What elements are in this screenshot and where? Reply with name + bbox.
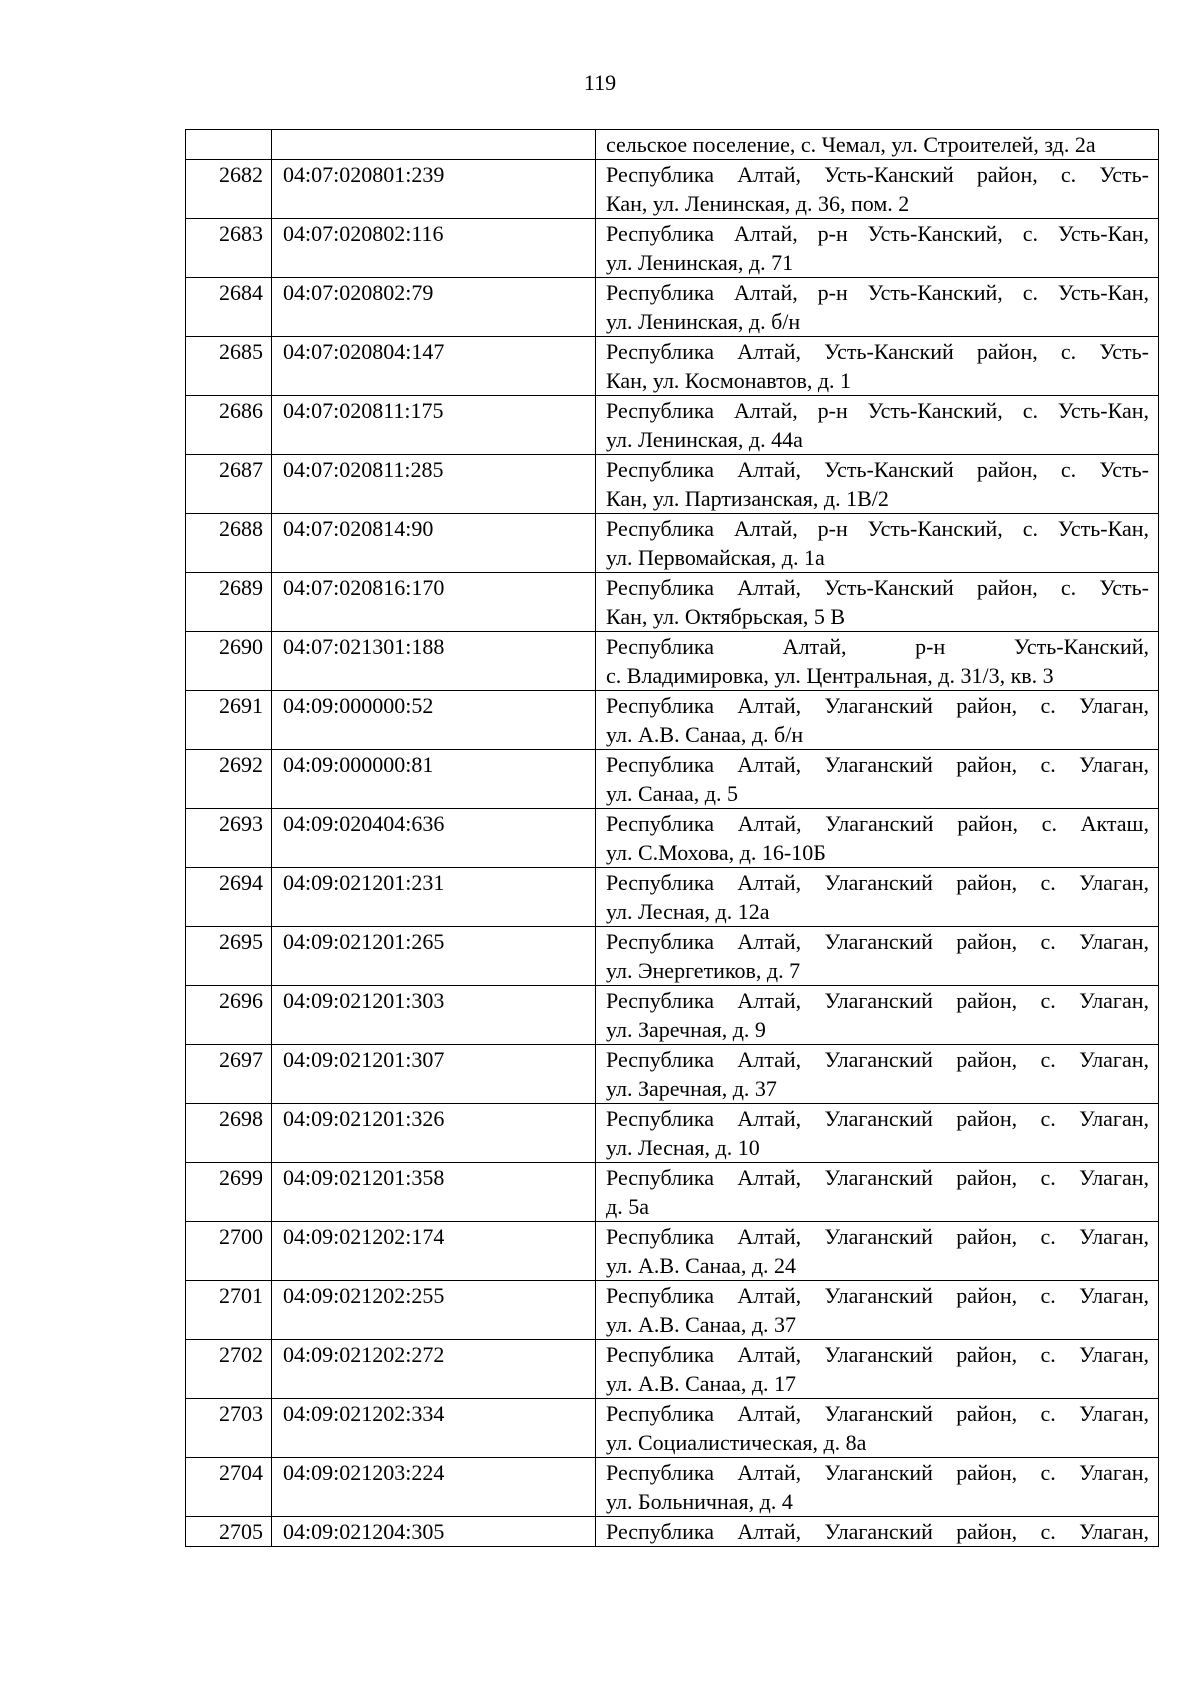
cadastral-number-cell: 04:09:021201:265 (272, 927, 596, 986)
address-line-2: ул. Заречная, д. 9 (606, 1017, 766, 1042)
address-line-2: ул. Ленинская, д. 44а (606, 427, 803, 452)
address-line-1: Республика Алтай, Улаганский район, с. Улаган, (606, 1283, 1149, 1308)
address-cell (596, 396, 1159, 455)
page-number: 119 (583, 70, 617, 95)
row-number-cell: 2702 (186, 1340, 272, 1399)
cadastral-number-cell: 04:07:021301:188 (272, 632, 596, 691)
address-cell (596, 986, 1159, 1045)
address-line-1: Республика Алтай, Улаганский район, с. Улаган, (606, 870, 1149, 895)
address-cell (596, 1163, 1159, 1222)
address-line-1: Республика Алтай, Улаганский район, с. Улаган, (606, 1165, 1149, 1190)
table-row (186, 396, 1159, 455)
address-line-2: ул. Энергетиков, д. 7 (606, 958, 801, 983)
row-number-cell: 2687 (186, 455, 272, 514)
address-line-1: Республика Алтай, р-н Усть-Канский, с. Усть-Кан, (606, 398, 1149, 423)
address-cell (596, 927, 1159, 986)
address-line-1: Республика Алтай, Усть-Канский район, с. Усть- (606, 457, 1149, 482)
table-row (186, 809, 1159, 868)
table-body (186, 130, 1159, 1547)
address-cell: сельское поселение, с. Чемал, ул. Строителей, зд. 2а (596, 130, 1159, 160)
address-line-1: Республика Алтай, Улаганский район, с. Улаган, (606, 752, 1149, 777)
address-line-2: ул. Лесная, д. 12а (606, 899, 770, 924)
address-line-1: Республика Алтай, Улаганский район, с. Улаган, (606, 1342, 1149, 1367)
table-row (186, 1458, 1159, 1517)
row-number-cell: 2701 (186, 1281, 272, 1340)
cadastral-number-cell: 04:09:021202:174 (272, 1222, 596, 1281)
address-line-2: ул. Ленинская, д. 71 (606, 250, 794, 275)
address-cell (596, 514, 1159, 573)
address-cell (596, 337, 1159, 396)
cadastral-number-cell: 04:09:020404:636 (272, 809, 596, 868)
cadastral-number-cell: 04:09:000000:52 (272, 691, 596, 750)
address-line-2: ул. А.В. Санаа, д. б/н (606, 722, 804, 747)
address-cell (596, 691, 1159, 750)
table-row (186, 573, 1159, 632)
table-row (186, 691, 1159, 750)
address-line-1: Республика Алтай, р-н Усть-Канский, (606, 634, 1149, 659)
row-number-cell: 2692 (186, 750, 272, 809)
cadastral-number-cell: 04:09:021202:272 (272, 1340, 596, 1399)
address-line-1: Республика Алтай, Улаганский район, с. Улаган, (606, 929, 1149, 954)
address-cell (596, 455, 1159, 514)
table-row-continuation (186, 130, 1159, 160)
cadastral-number-cell: 04:09:021201:358 (272, 1163, 596, 1222)
row-number-cell: 2682 (186, 160, 272, 219)
address-line-1: Республика Алтай, р-н Усть-Канский, с. Усть-Кан, (606, 516, 1149, 541)
row-number-cell: 2697 (186, 1045, 272, 1104)
table-row (186, 1340, 1159, 1399)
address-line-2: Кан, ул. Ленинская, д. 36, пом. 2 (606, 191, 910, 216)
cadastral-number-cell: 04:07:020801:239 (272, 160, 596, 219)
address-line-2: ул. А.В. Санаа, д. 24 (606, 1253, 797, 1278)
cadastral-number-cell: 04:07:020811:175 (272, 396, 596, 455)
row-number-cell: 2704 (186, 1458, 272, 1517)
table-row (186, 986, 1159, 1045)
address-line-2: ул. А.В. Санаа, д. 17 (606, 1371, 797, 1396)
row-number-cell: 2703 (186, 1399, 272, 1458)
address-line-2: Кан, ул. Партизанская, д. 1В/2 (606, 486, 889, 511)
row-number-cell: 2685 (186, 337, 272, 396)
address-line-1: Республика Алтай, Усть-Канский район, с. Усть- (606, 575, 1149, 600)
table-row (186, 278, 1159, 337)
table-row (186, 1222, 1159, 1281)
address-line-2: Кан, ул. Октябрьская, 5 В (606, 604, 846, 629)
address-line-1: Республика Алтай, Улаганский район, с. Улаган, (606, 1047, 1149, 1072)
cadastral-number-cell: 04:09:021202:334 (272, 1399, 596, 1458)
address-line-1: Республика Алтай, Улаганский район, с. Акташ, (606, 811, 1149, 836)
address-line-2: ул. Санаа, д. 5 (606, 781, 738, 806)
address-cell (596, 160, 1159, 219)
address-cell (596, 219, 1159, 278)
address-line-2: ул. А.В. Санаа, д. 37 (606, 1312, 797, 1337)
address-cell (596, 573, 1159, 632)
row-number-cell: 2690 (186, 632, 272, 691)
property-registry-table (185, 129, 1159, 1547)
cadastral-number-cell: 04:09:021202:255 (272, 1281, 596, 1340)
address-line-1: Республика Алтай, р-н Усть-Канский, с. Усть-Кан, (606, 280, 1149, 305)
address-line-1: Республика Алтай, р-н Усть-Канский, с. Усть-Кан, (606, 221, 1149, 246)
address-cell (596, 1045, 1159, 1104)
cadastral-number-cell: 04:07:020814:90 (272, 514, 596, 573)
address-line-1: Республика Алтай, Улаганский район, с. Улаган, (606, 988, 1149, 1013)
address-line-2: ул. Лесная, д. 10 (606, 1135, 760, 1160)
address-line-2: ул. Ленинская, д. б/н (606, 309, 801, 334)
table-row (186, 1163, 1159, 1222)
table-row (186, 337, 1159, 396)
cadastral-number-cell: 04:09:021201:326 (272, 1104, 596, 1163)
row-number-cell: 2695 (186, 927, 272, 986)
table-row (186, 160, 1159, 219)
table-row (186, 514, 1159, 573)
row-number-cell: 2705 (186, 1517, 272, 1547)
row-number-cell: 2683 (186, 219, 272, 278)
table-row (186, 750, 1159, 809)
address-cell (596, 278, 1159, 337)
address-line-2: ул. Социалистическая, д. 8а (606, 1430, 867, 1455)
table-row (186, 1104, 1159, 1163)
address-line-2: ул. Больничная, д. 4 (606, 1489, 793, 1514)
row-number-cell: 2698 (186, 1104, 272, 1163)
address-cell (596, 1399, 1159, 1458)
address-cell (596, 1340, 1159, 1399)
table-row (186, 219, 1159, 278)
address-cell (596, 750, 1159, 809)
row-number-cell: 2694 (186, 868, 272, 927)
address-cell (596, 1104, 1159, 1163)
table-row-last (186, 1517, 1159, 1547)
cadastral-number-cell: 04:09:021203:224 (272, 1458, 596, 1517)
cadastral-number-cell: 04:07:020816:170 (272, 573, 596, 632)
address-line-2: ул. С.Мохова, д. 16-10Б (606, 840, 826, 865)
cadastral-number-cell: 04:09:021201:231 (272, 868, 596, 927)
table-row (186, 1399, 1159, 1458)
row-number-cell: 2700 (186, 1222, 272, 1281)
address-line-1: Республика Алтай, Улаганский район, с. Улаган, (606, 1224, 1149, 1249)
cadastral-number-cell: 04:09:021201:307 (272, 1045, 596, 1104)
cadastral-number-cell: 04:07:020802:116 (272, 219, 596, 278)
table-row (186, 455, 1159, 514)
row-number-cell: 2696 (186, 986, 272, 1045)
address-cell (596, 1222, 1159, 1281)
address-cell (596, 868, 1159, 927)
address-line-2: с. Владимировка, ул. Центральная, д. 31/3, кв. 3 (606, 663, 1054, 688)
cadastral-number-cell: 04:09:021204:305 (272, 1517, 596, 1547)
table-row (186, 868, 1159, 927)
row-number-cell: 2691 (186, 691, 272, 750)
table-row (186, 1281, 1159, 1340)
row-number-cell: 2684 (186, 278, 272, 337)
cadastral-number-cell: 04:07:020804:147 (272, 337, 596, 396)
table-row (186, 632, 1159, 691)
address-cell: Республика Алтай, Улаганский район, с. Улаган, (596, 1517, 1159, 1547)
address-line-1: Республика Алтай, Улаганский район, с. Улаган, (606, 1401, 1149, 1426)
address-cell (596, 632, 1159, 691)
address-line-1: Республика Алтай, Улаганский район, с. Улаган, (606, 1106, 1149, 1131)
cadastral-number-cell: 04:07:020811:285 (272, 455, 596, 514)
table-row (186, 927, 1159, 986)
address-line-1: Республика Алтай, Усть-Канский район, с. Усть- (606, 162, 1149, 187)
address-line-2: Кан, ул. Космонавтов, д. 1 (606, 368, 852, 393)
address-cell (596, 1458, 1159, 1517)
address-cell (596, 1281, 1159, 1340)
address-line-1: Республика Алтай, Улаганский район, с. Улаган, (606, 1460, 1149, 1485)
cadastral-number-cell: 04:09:000000:81 (272, 750, 596, 809)
cadastral-number-cell (272, 130, 596, 160)
cadastral-number-cell: 04:09:021201:303 (272, 986, 596, 1045)
row-number-cell: 2693 (186, 809, 272, 868)
address-cell (596, 809, 1159, 868)
cadastral-number-cell: 04:07:020802:79 (272, 278, 596, 337)
row-number-cell: 2689 (186, 573, 272, 632)
row-number-cell: 2686 (186, 396, 272, 455)
address-line-2: ул. Первомайская, д. 1а (606, 545, 825, 570)
address-line-1: Республика Алтай, Усть-Канский район, с. Усть- (606, 339, 1149, 364)
address-line-2: ул. Заречная, д. 37 (606, 1076, 777, 1101)
address-line-1: Республика Алтай, Улаганский район, с. Улаган, (606, 693, 1149, 718)
row-number-cell: 2688 (186, 514, 272, 573)
table-row (186, 1045, 1159, 1104)
row-number-cell: 2699 (186, 1163, 272, 1222)
row-number-cell (186, 130, 272, 160)
address-line-2: д. 5а (606, 1194, 649, 1219)
